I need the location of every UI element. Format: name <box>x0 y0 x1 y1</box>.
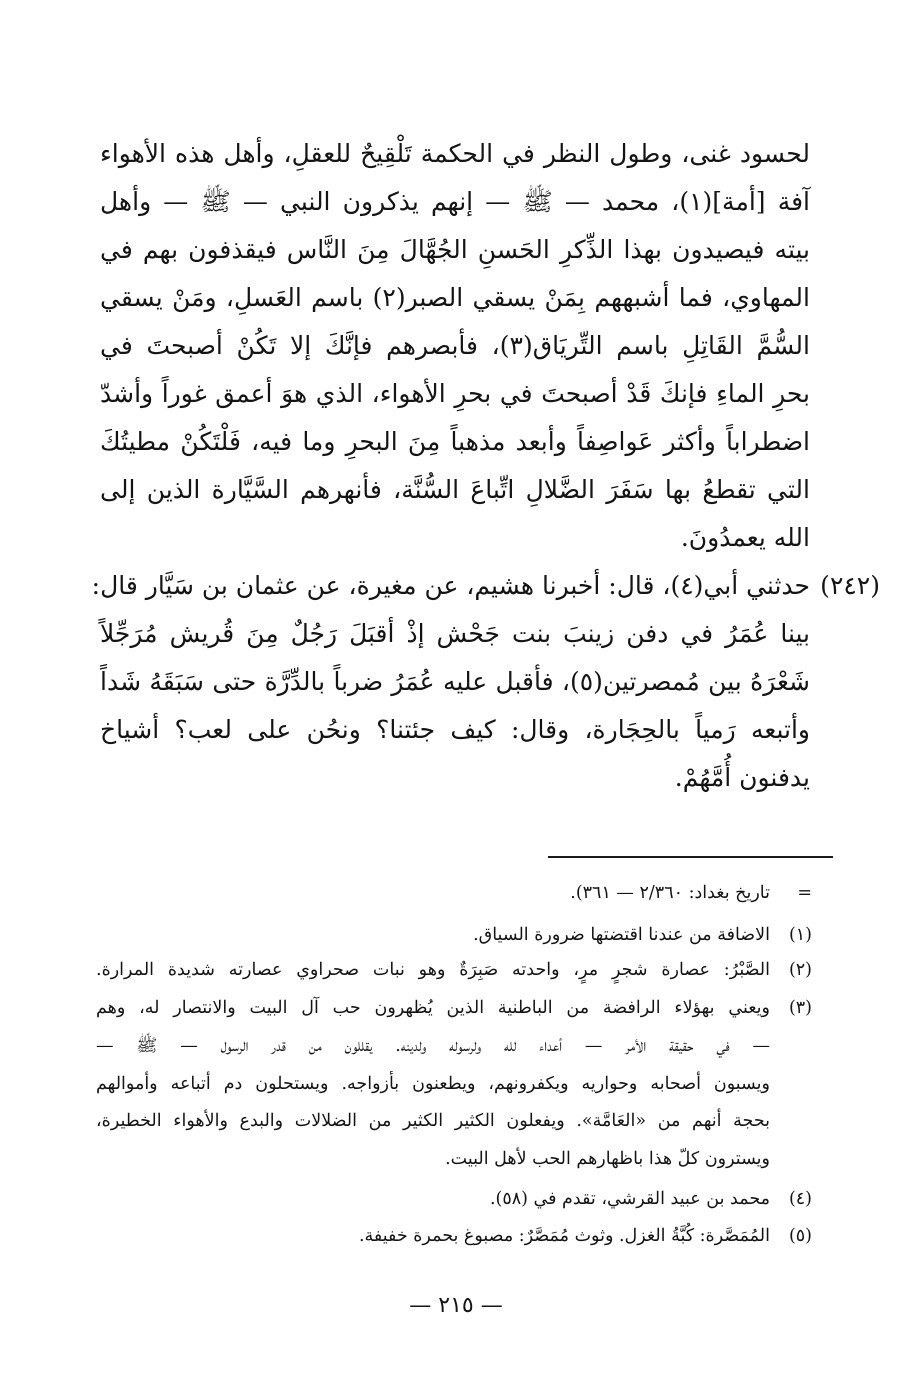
narration-text-line: يدفنون أُمَّهُمْ. <box>674 763 810 792</box>
main-text-line: السُّمَّ القَاتِلِ باسم التِّريَاق(٣)، فأبصرهم فإنَّكَ إلا تَكُنْ أصبحتَ في <box>100 331 810 360</box>
main-text-line: المهاوي، فما أشبههم بِمَنْ يسقي الصبر(٢) باسم العَسلِ، ومَنْ يسقي <box>100 283 810 312</box>
footnote-line: ويسترون كلّ هذا باظهارهم الحب لأهل البيت. <box>445 1149 770 1169</box>
narration-text-line: بينا عُمَرُ في دفن زينبَ بنت جَحْش إذْ أقبَلَ رَجُلٌ مِنَ قُريش مُرَجِّلاً <box>100 619 810 648</box>
narration-text-line: شَعْرَهُ بين مُمصرتين(٥)، فأقبل عليه عُمَرُ ضرباً بالدِّرَّة حتى سَبَقَهُ شَداً <box>100 667 810 696</box>
footnote-line: ويسبون أصحابه وحواريه ويكفرونهم، ويطعنون بأزواجه. ويستحلون دم أتباعه وأموالهم <box>96 1074 770 1094</box>
footnote-number: (٥) <box>788 1226 812 1246</box>
narration-number: (٢٤٢) <box>820 571 880 600</box>
footnote-line: تاريخ بغداد: ٢/٣٦٠ — ٣٦١). <box>570 883 770 903</box>
main-text-line: التي تقطعُ بها سَفَرَ الضَّلالِ اتِّباعَ السُّنَّة، فأنهرهم السَّيَّارة الذين إلى <box>100 475 810 504</box>
footnote-line: — في حقيقة الأمر — أعداء لله ولرسوله ولدينه. يقللون من قدر الرسول — ﷺ — <box>96 1036 770 1056</box>
narration-text-line: وأتبعه رَمياً بالحِجَارة، وقال: كيف جئتنا؟ ونحُن على لعب؟ أشياخ <box>100 715 810 744</box>
footnote-number: (١) <box>788 925 812 945</box>
main-text-line: بيته فيصيدون بهذا الذِّكرِ الحَسنِ الجُهَّالَ مِنَ النَّاس فيقذفون بهم في <box>100 235 810 264</box>
footnote-number: (٤) <box>788 1189 812 1209</box>
page-number: — ٢١٥ — <box>409 1293 503 1318</box>
footnote-number: (٣) <box>788 998 812 1018</box>
footnote-line: ويعني بهؤلاء الرافضة من الباطنية الذين يُظهرون حب آل البيت والانتصار له، وهم <box>96 998 770 1018</box>
footnote-line: محمد بن عبيد القرشي، تقدم في (٥٨). <box>489 1189 770 1209</box>
footnote-separator <box>548 856 833 858</box>
footnote-line: المُمَصَّرة: كُبَّةُ الغزل. وثوث مُمَصَّرٌ: مصبوغ بحمرة خفيفة. <box>358 1226 770 1246</box>
footnote-line: الاضافة من عندنا اقتضتها ضرورة السياق. <box>473 925 770 945</box>
footnote-line: بحجة أنهم من «العَامَّة». ويفعلون الكثير الكثير من الضلالات والبدع والأهواء الخطيرة، <box>96 1111 770 1131</box>
main-text-line: آفة [أمة](١)، محمد — ﷺ — إنهم يذكرون النبي — ﷺ — وأهل <box>100 187 811 216</box>
footnote-number: = <box>797 883 812 903</box>
main-text-line: اضطراباً وأكثر عَواصِفاً وأبعد مذهباً مِنَ البحرِ وما فيه، فَلْتَكُنْ مطيتُكَ <box>100 427 810 456</box>
main-text-line: الله يعمدُونَ. <box>680 523 810 552</box>
footnote-number: (٢) <box>788 960 812 980</box>
footnote-line: الصَّبْرُ: عصارة شجرٍ مرٍ، واحدته صَبِرَةٌ وهو نبات صحراوي عصارته شديدة المرارة. <box>96 960 770 980</box>
main-text-line: لحسود غنى، وطول النظر في الحكمة تَلْقِيحٌ للعقلِ، وأهل هذه الأهواء <box>100 139 810 168</box>
narration-text-line: حدثني أبي(٤)، قال: أخبرنا هشيم، عن مغيرة، عن عثمان بن سَيَّار قال: <box>91 571 810 600</box>
main-text-line: بحرِ الماءِ فإنكَ قَدْ أصبحتَ في بحرِ الأهواء، الذي هوَ أعمق غوراً وأشدّ <box>100 379 810 408</box>
